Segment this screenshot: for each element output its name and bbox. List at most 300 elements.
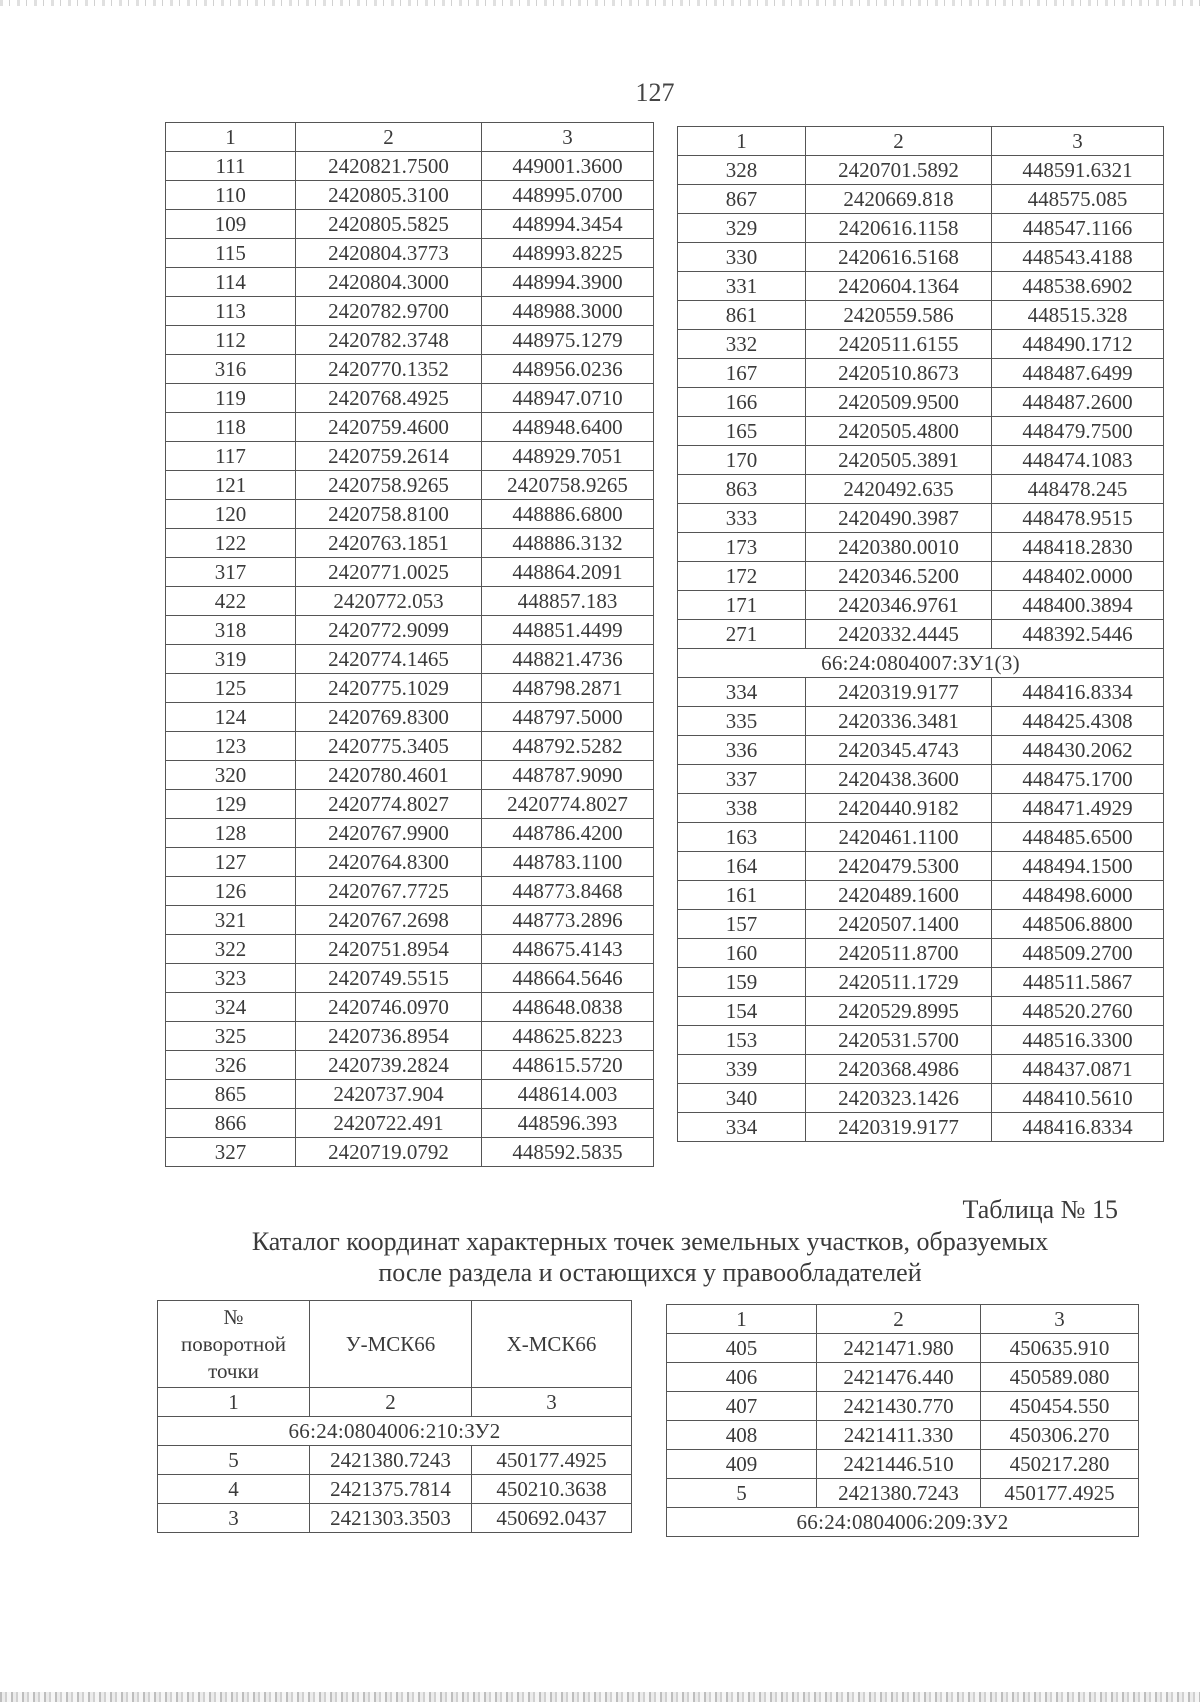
table-row — [678, 1084, 1164, 1113]
section-label: 66:24:0804006:210:ЗУ2 — [158, 1417, 632, 1446]
x-coordinate-cell: 448425.4308 — [992, 707, 1164, 736]
x-coordinate-cell: 448430.2062 — [992, 736, 1164, 765]
table-row — [667, 1334, 1139, 1363]
table-heading-line-2: после раздела и остающихся у правообладателей — [378, 1258, 922, 1287]
point-number-cell: 4 — [158, 1475, 310, 1504]
table-row — [166, 297, 654, 326]
point-number-cell: 119 — [166, 384, 296, 413]
x-coordinate-cell: 448988.3000 — [482, 297, 654, 326]
y-coordinate-cell: 2420772.9099 — [296, 616, 482, 645]
x-coordinate-cell: 3 — [992, 127, 1164, 156]
table-row — [667, 1421, 1139, 1450]
y-coordinate-cell: 2420511.1729 — [806, 968, 992, 997]
table-row — [166, 268, 654, 297]
table-row — [678, 1113, 1164, 1142]
point-number-cell: 322 — [166, 935, 296, 964]
table-row — [166, 587, 654, 616]
x-coordinate-cell: 448478.245 — [992, 475, 1164, 504]
table-row — [667, 1392, 1139, 1421]
point-number-cell: 863 — [678, 475, 806, 504]
x-coordinate-cell: 448475.1700 — [992, 765, 1164, 794]
table-row — [678, 591, 1164, 620]
y-coordinate-cell: 2 — [806, 127, 992, 156]
point-number-cell: 1 — [166, 123, 296, 152]
point-number-cell: 122 — [166, 529, 296, 558]
section-row — [667, 1508, 1139, 1537]
y-coordinate-cell: 2420758.9265 — [296, 471, 482, 500]
y-coordinate-cell: 2420509.9500 — [806, 388, 992, 417]
y-coordinate-cell: 2420770.1352 — [296, 355, 482, 384]
y-coordinate-cell: 2420767.9900 — [296, 819, 482, 848]
point-number-cell: 422 — [166, 587, 296, 616]
point-number-cell: 157 — [678, 910, 806, 939]
table-header-row — [158, 1301, 632, 1388]
table-row — [166, 442, 654, 471]
point-number-cell: 129 — [166, 790, 296, 819]
table-row — [166, 732, 654, 761]
header-point-number: № поворотной точки — [158, 1301, 310, 1388]
column-number: 1 — [158, 1388, 310, 1417]
point-number-cell: 327 — [166, 1138, 296, 1167]
y-coordinate-cell: 2420368.4986 — [806, 1055, 992, 1084]
coordinates-table-lower-right — [666, 1304, 1139, 1537]
point-number-cell: 316 — [166, 355, 296, 384]
x-coordinate-cell: 448596.393 — [482, 1109, 654, 1138]
table-row — [158, 1446, 632, 1475]
x-coordinate-cell: 448625.8223 — [482, 1022, 654, 1051]
y-coordinate-cell: 2420759.2614 — [296, 442, 482, 471]
x-coordinate-cell: 2420758.9265 — [482, 471, 654, 500]
point-number-cell: 173 — [678, 533, 806, 562]
y-coordinate-cell: 2421446.510 — [817, 1450, 981, 1479]
y-coordinate-cell: 2420722.491 — [296, 1109, 482, 1138]
y-coordinate-cell: 2421471.980 — [817, 1334, 981, 1363]
x-coordinate-cell: 448485.6500 — [992, 823, 1164, 852]
x-coordinate-cell: 448591.6321 — [992, 156, 1164, 185]
table-row — [678, 301, 1164, 330]
x-coordinate-cell: 448787.9090 — [482, 761, 654, 790]
x-coordinate-cell: 448494.1500 — [992, 852, 1164, 881]
y-coordinate-cell: 2420461.1100 — [806, 823, 992, 852]
y-coordinate-cell: 2420774.8027 — [296, 790, 482, 819]
table-row — [678, 794, 1164, 823]
y-coordinate-cell: 2 — [296, 123, 482, 152]
table-row — [166, 152, 654, 181]
y-coordinate-cell: 2420479.5300 — [806, 852, 992, 881]
scan-edge-bottom — [0, 1692, 1200, 1702]
table-row — [166, 906, 654, 935]
point-number-cell: 321 — [166, 906, 296, 935]
table-row — [678, 562, 1164, 591]
y-coordinate-cell: 2420604.1364 — [806, 272, 992, 301]
table-row — [678, 620, 1164, 649]
y-coordinate-cell: 2421380.7243 — [817, 1479, 981, 1508]
point-number-cell: 115 — [166, 239, 296, 268]
point-number-cell: 339 — [678, 1055, 806, 1084]
table-row — [166, 848, 654, 877]
x-coordinate-cell: 448786.4200 — [482, 819, 654, 848]
table-row — [678, 214, 1164, 243]
point-number-cell: 320 — [166, 761, 296, 790]
y-coordinate-cell: 2420768.4925 — [296, 384, 482, 413]
point-number-cell: 340 — [678, 1084, 806, 1113]
table-row — [678, 417, 1164, 446]
scan-edge-top — [0, 0, 1200, 6]
table-row — [166, 355, 654, 384]
x-coordinate-cell: 448471.4929 — [992, 794, 1164, 823]
table-row — [166, 674, 654, 703]
y-coordinate-cell: 2420336.3481 — [806, 707, 992, 736]
x-coordinate-cell: 448538.6902 — [992, 272, 1164, 301]
y-coordinate-cell: 2420775.1029 — [296, 674, 482, 703]
x-coordinate-cell: 448416.8334 — [992, 678, 1164, 707]
point-number-cell: 121 — [166, 471, 296, 500]
point-number-cell: 271 — [678, 620, 806, 649]
x-coordinate-cell: 448615.5720 — [482, 1051, 654, 1080]
x-coordinate-cell: 448886.6800 — [482, 500, 654, 529]
point-number-cell: 109 — [166, 210, 296, 239]
y-coordinate-cell: 2420767.2698 — [296, 906, 482, 935]
y-coordinate-cell: 2420489.1600 — [806, 881, 992, 910]
point-number-cell: 405 — [667, 1334, 817, 1363]
x-coordinate-cell: 448498.6000 — [992, 881, 1164, 910]
y-coordinate-cell: 2420669.818 — [806, 185, 992, 214]
x-coordinate-cell: 448773.8468 — [482, 877, 654, 906]
point-number-cell: 117 — [166, 442, 296, 471]
x-coordinate-cell: 450454.550 — [981, 1392, 1139, 1421]
section-row — [678, 649, 1164, 678]
point-number-cell: 165 — [678, 417, 806, 446]
point-number-cell: 323 — [166, 964, 296, 993]
point-number-cell: 123 — [166, 732, 296, 761]
x-coordinate-cell: 448592.5835 — [482, 1138, 654, 1167]
x-coordinate-cell: 448400.3894 — [992, 591, 1164, 620]
point-number-cell: 335 — [678, 707, 806, 736]
y-coordinate-cell: 2421430.770 — [817, 1392, 981, 1421]
point-number-cell: 163 — [678, 823, 806, 852]
x-coordinate-cell: 450177.4925 — [981, 1479, 1139, 1508]
y-coordinate-cell: 2420775.3405 — [296, 732, 482, 761]
x-coordinate-cell: 448993.8225 — [482, 239, 654, 268]
header-x-coordinate: Х-МСК66 — [472, 1301, 632, 1388]
table-row — [678, 330, 1164, 359]
table-row — [678, 475, 1164, 504]
y-coordinate-cell: 2420736.8954 — [296, 1022, 482, 1051]
point-number-cell: 126 — [166, 877, 296, 906]
table-row — [166, 413, 654, 442]
x-coordinate-cell: 448478.9515 — [992, 504, 1164, 533]
point-number-cell: 337 — [678, 765, 806, 794]
x-coordinate-cell: 448487.6499 — [992, 359, 1164, 388]
y-coordinate-cell: 2420505.3891 — [806, 446, 992, 475]
table-row — [678, 939, 1164, 968]
y-coordinate-cell: 2420769.8300 — [296, 703, 482, 732]
point-number-cell: 332 — [678, 330, 806, 359]
x-coordinate-cell: 448511.5867 — [992, 968, 1164, 997]
point-number-cell: 1 — [678, 127, 806, 156]
x-coordinate-cell: 448995.0700 — [482, 181, 654, 210]
point-number-cell: 153 — [678, 1026, 806, 1055]
point-number-cell: 326 — [166, 1051, 296, 1080]
y-coordinate-cell: 2420701.5892 — [806, 156, 992, 185]
table-row — [166, 790, 654, 819]
y-coordinate-cell: 2420719.0792 — [296, 1138, 482, 1167]
section-label: 66:24:0804007:ЗУ1(3) — [678, 649, 1164, 678]
x-coordinate-cell: 450306.270 — [981, 1421, 1139, 1450]
y-coordinate-cell: 2420739.2824 — [296, 1051, 482, 1080]
point-number-cell: 866 — [166, 1109, 296, 1138]
point-number-cell: 113 — [166, 297, 296, 326]
y-coordinate-cell: 2420764.8300 — [296, 848, 482, 877]
table-row — [166, 877, 654, 906]
table-row — [678, 736, 1164, 765]
x-coordinate-cell: 450589.080 — [981, 1363, 1139, 1392]
x-coordinate-cell: 448515.328 — [992, 301, 1164, 330]
point-number-cell: 154 — [678, 997, 806, 1026]
y-coordinate-cell: 2420804.3000 — [296, 268, 482, 297]
y-coordinate-cell: 2420531.5700 — [806, 1026, 992, 1055]
y-coordinate-cell: 2420772.053 — [296, 587, 482, 616]
table-row — [678, 910, 1164, 939]
table-row — [166, 645, 654, 674]
y-coordinate-cell: 2420440.9182 — [806, 794, 992, 823]
x-coordinate-cell: 448975.1279 — [482, 326, 654, 355]
y-coordinate-cell: 2420346.5200 — [806, 562, 992, 591]
point-number-cell: 318 — [166, 616, 296, 645]
y-coordinate-cell: 2420774.1465 — [296, 645, 482, 674]
x-coordinate-cell: 448547.1166 — [992, 214, 1164, 243]
y-coordinate-cell: 2420380.0010 — [806, 533, 992, 562]
point-number-cell: 409 — [667, 1450, 817, 1479]
page-number: 127 — [635, 78, 675, 107]
point-number-cell: 171 — [678, 591, 806, 620]
x-coordinate-cell: 448773.2896 — [482, 906, 654, 935]
column-number-row — [667, 1305, 1139, 1334]
x-coordinate-cell: 448516.3300 — [992, 1026, 1164, 1055]
point-number-cell: 128 — [166, 819, 296, 848]
y-coordinate-cell: 2420345.4743 — [806, 736, 992, 765]
y-coordinate-cell: 2420510.8673 — [806, 359, 992, 388]
table-row — [166, 471, 654, 500]
table-row — [166, 558, 654, 587]
x-coordinate-cell: 448392.5446 — [992, 620, 1164, 649]
table-row — [166, 1080, 654, 1109]
x-coordinate-cell: 448520.2760 — [992, 997, 1164, 1026]
y-coordinate-cell: 2420746.0970 — [296, 993, 482, 1022]
y-coordinate-cell: 2420804.3773 — [296, 239, 482, 268]
x-coordinate-cell: 448994.3454 — [482, 210, 654, 239]
y-coordinate-cell: 2420319.9177 — [806, 1113, 992, 1142]
x-coordinate-cell: 448864.2091 — [482, 558, 654, 587]
y-coordinate-cell: 2420323.1426 — [806, 1084, 992, 1113]
table-row — [166, 1022, 654, 1051]
x-coordinate-cell: 448956.0236 — [482, 355, 654, 384]
y-coordinate-cell: 2421380.7243 — [310, 1446, 472, 1475]
table-row — [678, 243, 1164, 272]
point-number-cell: 406 — [667, 1363, 817, 1392]
y-coordinate-cell: 2421375.7814 — [310, 1475, 472, 1504]
table-row — [678, 1055, 1164, 1084]
y-coordinate-cell: 2420737.904 — [296, 1080, 482, 1109]
point-number-cell: 112 — [166, 326, 296, 355]
table-row — [166, 326, 654, 355]
x-coordinate-cell: 448821.4736 — [482, 645, 654, 674]
point-number-cell: 328 — [678, 156, 806, 185]
table-row — [678, 156, 1164, 185]
y-coordinate-cell: 2420559.586 — [806, 301, 992, 330]
table-row — [678, 997, 1164, 1026]
y-coordinate-cell: 2420780.4601 — [296, 761, 482, 790]
x-coordinate-cell: 448648.0838 — [482, 993, 654, 1022]
y-coordinate-cell: 2420332.4445 — [806, 620, 992, 649]
table-row — [678, 881, 1164, 910]
y-coordinate-cell: 2420529.8995 — [806, 997, 992, 1026]
y-coordinate-cell: 2420771.0025 — [296, 558, 482, 587]
table-row — [158, 1475, 632, 1504]
table-row — [166, 239, 654, 268]
y-coordinate-cell: 2421411.330 — [817, 1421, 981, 1450]
table-row — [166, 616, 654, 645]
point-number-cell: 120 — [166, 500, 296, 529]
x-coordinate-cell: 3 — [482, 123, 654, 152]
y-coordinate-cell: 2420782.3748 — [296, 326, 482, 355]
table-row — [678, 272, 1164, 301]
x-coordinate-cell: 448994.3900 — [482, 268, 654, 297]
table-row — [166, 761, 654, 790]
y-coordinate-cell: 2420767.7725 — [296, 877, 482, 906]
section-row — [158, 1417, 632, 1446]
x-coordinate-cell: 448675.4143 — [482, 935, 654, 964]
point-number-cell: 867 — [678, 185, 806, 214]
table-row — [166, 703, 654, 732]
x-coordinate-cell: 448474.1083 — [992, 446, 1164, 475]
table-row — [166, 964, 654, 993]
x-coordinate-cell: 448410.5610 — [992, 1084, 1164, 1113]
y-coordinate-cell: 2420616.5168 — [806, 243, 992, 272]
point-number-cell: 333 — [678, 504, 806, 533]
point-number-cell: 331 — [678, 272, 806, 301]
x-coordinate-cell: 448664.5646 — [482, 964, 654, 993]
x-coordinate-cell: 450635.910 — [981, 1334, 1139, 1363]
y-coordinate-cell: 2421476.440 — [817, 1363, 981, 1392]
table-row — [678, 968, 1164, 997]
point-number-cell: 865 — [166, 1080, 296, 1109]
y-coordinate-cell: 2420507.1400 — [806, 910, 992, 939]
table-row — [166, 181, 654, 210]
x-coordinate-cell: 448509.2700 — [992, 939, 1164, 968]
point-number-cell: 329 — [678, 214, 806, 243]
point-number-cell: 3 — [158, 1504, 310, 1533]
point-number-cell: 1 — [667, 1305, 817, 1334]
point-number-cell: 317 — [166, 558, 296, 587]
table-heading-line-1: Каталог координат характерных точек земельных участков, образуемых — [251, 1227, 1049, 1256]
y-coordinate-cell: 2420805.5825 — [296, 210, 482, 239]
x-coordinate-cell: 448416.8334 — [992, 1113, 1164, 1142]
x-coordinate-cell: 3 — [981, 1305, 1139, 1334]
header-y-coordinate: У-МСК66 — [310, 1301, 472, 1388]
y-coordinate-cell: 2420805.3100 — [296, 181, 482, 210]
point-number-cell: 118 — [166, 413, 296, 442]
x-coordinate-cell: 448614.003 — [482, 1080, 654, 1109]
table-row — [158, 1504, 632, 1533]
x-coordinate-cell: 450177.4925 — [472, 1446, 632, 1475]
table-row — [678, 185, 1164, 214]
point-number-cell: 336 — [678, 736, 806, 765]
point-number-cell: 407 — [667, 1392, 817, 1421]
x-coordinate-cell: 448947.0710 — [482, 384, 654, 413]
table-row — [166, 529, 654, 558]
coordinates-table-upper-right — [677, 126, 1164, 1142]
y-coordinate-cell: 2420821.7500 — [296, 152, 482, 181]
point-number-cell: 5 — [667, 1479, 817, 1508]
y-coordinate-cell: 2420758.8100 — [296, 500, 482, 529]
table-row — [166, 993, 654, 1022]
point-number-cell: 408 — [667, 1421, 817, 1450]
x-coordinate-cell: 448487.2600 — [992, 388, 1164, 417]
x-coordinate-cell: 448506.8800 — [992, 910, 1164, 939]
point-number-cell: 325 — [166, 1022, 296, 1051]
table-row — [678, 504, 1164, 533]
table-row — [667, 1479, 1139, 1508]
point-number-cell: 110 — [166, 181, 296, 210]
x-coordinate-cell: 448797.5000 — [482, 703, 654, 732]
table-row — [678, 707, 1164, 736]
table-row — [678, 765, 1164, 794]
x-coordinate-cell: 448543.4188 — [992, 243, 1164, 272]
y-coordinate-cell: 2420505.4800 — [806, 417, 992, 446]
y-coordinate-cell: 2420749.5515 — [296, 964, 482, 993]
table-row — [678, 678, 1164, 707]
table-row — [166, 500, 654, 529]
table-row — [678, 359, 1164, 388]
table-row — [166, 935, 654, 964]
y-coordinate-cell: 2421303.3503 — [310, 1504, 472, 1533]
column-number: 3 — [472, 1388, 632, 1417]
point-number-cell: 161 — [678, 881, 806, 910]
y-coordinate-cell: 2420782.9700 — [296, 297, 482, 326]
x-coordinate-cell: 448851.4499 — [482, 616, 654, 645]
y-coordinate-cell: 2420492.635 — [806, 475, 992, 504]
y-coordinate-cell: 2420763.1851 — [296, 529, 482, 558]
y-coordinate-cell: 2420616.1158 — [806, 214, 992, 243]
table-label: Таблица № 15 — [962, 1195, 1118, 1224]
x-coordinate-cell: 448948.6400 — [482, 413, 654, 442]
table-row — [678, 388, 1164, 417]
point-number-cell: 330 — [678, 243, 806, 272]
y-coordinate-cell: 2420511.6155 — [806, 330, 992, 359]
x-coordinate-cell: 450217.280 — [981, 1450, 1139, 1479]
column-number-row — [158, 1388, 632, 1417]
x-coordinate-cell: 448783.1100 — [482, 848, 654, 877]
x-coordinate-cell: 448857.183 — [482, 587, 654, 616]
point-number-cell: 124 — [166, 703, 296, 732]
point-number-cell: 111 — [166, 152, 296, 181]
point-number-cell: 170 — [678, 446, 806, 475]
x-coordinate-cell: 448798.2871 — [482, 674, 654, 703]
point-number-cell: 5 — [158, 1446, 310, 1475]
point-number-cell: 324 — [166, 993, 296, 1022]
point-number-cell: 167 — [678, 359, 806, 388]
coordinates-table-lower-left — [157, 1300, 632, 1533]
point-number-cell: 166 — [678, 388, 806, 417]
y-coordinate-cell: 2420438.3600 — [806, 765, 992, 794]
table-heading — [150, 1226, 1150, 1288]
table-row — [166, 1138, 654, 1167]
point-number-cell: 338 — [678, 794, 806, 823]
x-coordinate-cell: 449001.3600 — [482, 152, 654, 181]
point-number-cell: 125 — [166, 674, 296, 703]
table-row — [667, 1363, 1139, 1392]
